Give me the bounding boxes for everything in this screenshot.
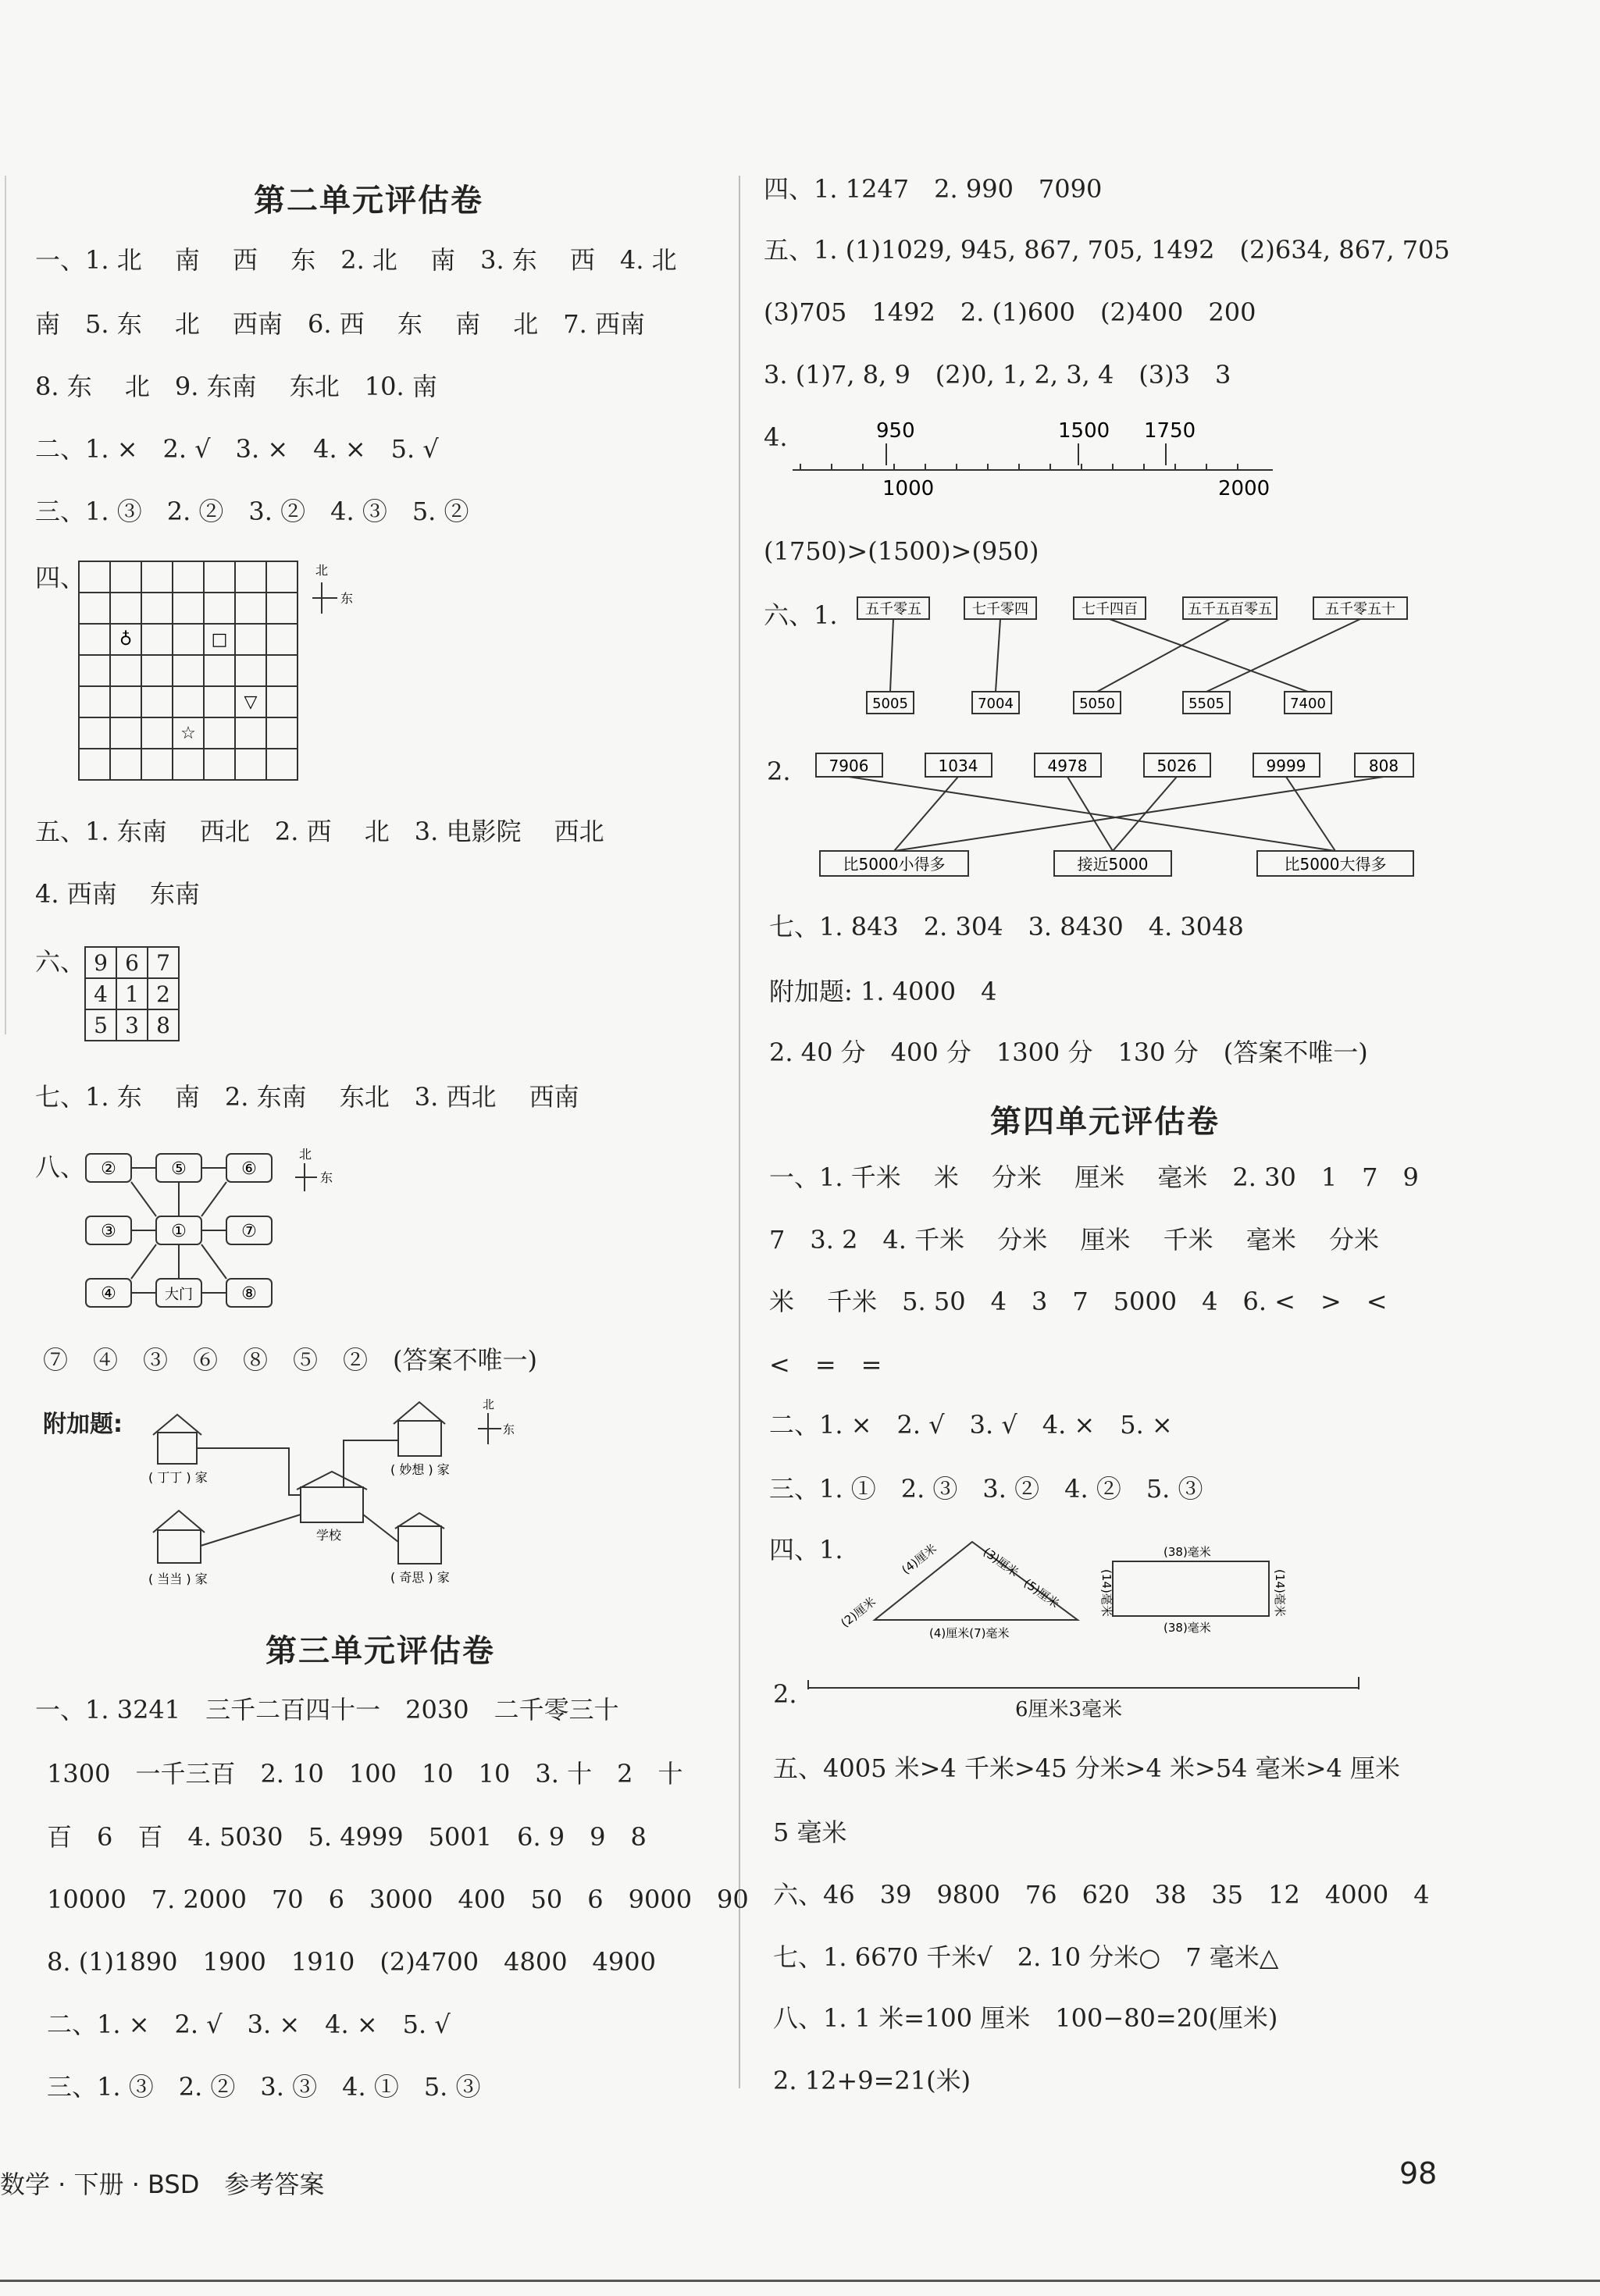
bonus-school: 学校 — [316, 1528, 342, 1543]
rect-label-left: (14)毫米 — [1099, 1569, 1114, 1617]
unit3-line4: 10000 7. 2000 70 6 3000 400 50 6 9000 90 — [47, 1885, 749, 1914]
r-bonus-1: 附加题: 1. 4000 4 — [769, 977, 997, 1006]
unit2-q7: 七、1. 东 南 2. 东南 东北 3. 西北 西南 — [35, 1082, 579, 1112]
unit3-line7: 三、1. ③ 2. ② 3. ③ 4. ① 5. ③ — [47, 2072, 481, 2102]
r-q6-2-matching — [796, 746, 1421, 886]
compass-east: 东 — [340, 591, 354, 606]
tri-label-5: (4)厘米(7)毫米 — [929, 1626, 1010, 1640]
tri-label-4: (2)厘米 — [838, 1594, 878, 1631]
q6-1-bottom-4: 5505 — [1188, 696, 1224, 712]
q8-box-2: ⑤ — [171, 1159, 187, 1179]
q8-compass-north: 北 — [299, 1148, 312, 1162]
tri-label-2: (3)厘米 — [980, 1544, 1021, 1580]
unit4-q4-2-label: 2. — [773, 1679, 797, 1709]
tri-label-1: (4)厘米 — [899, 1541, 939, 1578]
magic-cell: 2 — [148, 978, 179, 1009]
unit4-q4-2-caption: 6厘米3毫米 — [1015, 1698, 1123, 1721]
q6-2-bottom-2: 接近5000 — [1077, 855, 1149, 874]
unit2-bonus-map — [141, 1397, 578, 1593]
rect-label-top: (38)毫米 — [1163, 1545, 1211, 1559]
unit4-line2: 7 3. 2 4. 千米 分米 厘米 千米 毫米 分米 — [769, 1225, 1379, 1255]
bonus-home-dangdang: ( 当当 ) 家 — [148, 1572, 208, 1586]
q6-1-bottom-1: 5005 — [872, 696, 908, 712]
q6-2-top-4: 5026 — [1156, 756, 1197, 775]
magic-cell: 8 — [148, 1009, 179, 1041]
magic-cell: 9 — [85, 947, 116, 978]
unit4-line5: 二、1. × 2. √ 3. √ 4. × 5. × — [769, 1410, 1173, 1440]
q6-2-top-2: 1034 — [938, 756, 978, 775]
unit2-q1-line3: 8. 东 北 9. 东南 东北 10. 南 — [35, 372, 437, 401]
numline-bottom-2: 2000 — [1218, 477, 1270, 500]
unit4-line8: 5 毫米 — [773, 1817, 847, 1847]
unit2-q5-line1: 五、1. 东南 西北 2. 西 北 3. 电影院 西北 — [35, 817, 604, 846]
magic-cell: 6 — [116, 947, 148, 978]
q8-box-9: ⑧ — [241, 1284, 257, 1304]
r-q7: 七、1. 843 2. 304 3. 8430 4. 3048 — [769, 912, 1244, 942]
unit2-q5-line2: 4. 西南 东南 — [35, 879, 200, 909]
r-line4: 3. (1)7, 8, 9 (2)0, 1, 2, 3, 4 (3)3 3 — [764, 360, 1231, 390]
grid-symbol-3: ▽ — [244, 692, 258, 712]
q8-box-gate: 大门 — [165, 1287, 193, 1303]
q6-2-bottom-1: 比5000小得多 — [843, 855, 946, 874]
bonus-home-miaoxiang: ( 妙想 ) 家 — [390, 1462, 450, 1477]
bonus-home-qisi: ( 奇思 ) 家 — [390, 1570, 450, 1585]
grid-symbol-2: □ — [211, 630, 228, 650]
q6-2-top-5: 9999 — [1266, 756, 1306, 775]
q6-2-top-6: 808 — [1368, 756, 1399, 775]
unit3-line6: 二、1. × 2. √ 3. × 4. × 5. √ — [47, 2009, 451, 2039]
unit4-line11: 八、1. 1 米=100 厘米 100−80=20(厘米) — [773, 2003, 1278, 2033]
unit4-line12: 2. 12+9=21(米) — [773, 2066, 971, 2095]
q8-box-4: ③ — [101, 1222, 116, 1241]
q6-1-top-3: 七千四百 — [1082, 601, 1138, 618]
q6-1-top-2: 七千零四 — [972, 601, 1028, 618]
grid-symbol-4: ☆ — [180, 724, 196, 743]
unit4-line4: < = = — [769, 1350, 882, 1379]
left-margin-line — [5, 176, 6, 1034]
unit3-line2: 1300 一千三百 2. 10 100 10 10 3. 十 2 十 — [47, 1759, 683, 1789]
numline-top-3: 1750 — [1144, 419, 1196, 443]
q6-2-top-1: 7906 — [829, 756, 869, 775]
q6-2-top-3: 4978 — [1047, 756, 1088, 775]
q8-box-1: ② — [101, 1159, 116, 1179]
page-number: 98 — [1399, 2156, 1438, 2191]
magic-cell: 5 — [85, 1009, 116, 1041]
grid-symbol-1: ♁ — [119, 630, 133, 650]
unit2-q4-label: 四、 — [35, 563, 86, 593]
unit2-q8-label: 八、 — [35, 1152, 86, 1182]
unit4-line9: 六、46 39 9800 76 620 38 35 12 4000 4 — [773, 1880, 1430, 1910]
q6-1-bottom-3: 5050 — [1079, 696, 1115, 712]
unit4-line6: 三、1. ① 2. ③ 3. ② 4. ② 5. ③ — [769, 1474, 1203, 1504]
q6-2-bottom-3: 比5000大得多 — [1284, 855, 1387, 874]
r-q6-1-matching — [836, 593, 1429, 730]
q6-1-top-5: 五千零五十 — [1325, 601, 1395, 618]
r-q6-1-label: 六、1. — [764, 600, 838, 630]
magic-cell: 4 — [85, 978, 116, 1009]
unit2-q4-grid — [78, 561, 367, 787]
q8-compass-east: 东 — [320, 1170, 333, 1185]
bonus-compass-east: 东 — [503, 1422, 515, 1436]
bottom-rule — [0, 2280, 1600, 2282]
q8-box-7: ④ — [101, 1284, 116, 1304]
q6-1-top-1: 五千零五 — [865, 601, 921, 618]
magic-cell: 7 — [148, 947, 179, 978]
number-line — [789, 414, 1288, 500]
q8-box-3: ⑥ — [241, 1159, 257, 1179]
compass-north: 北 — [315, 563, 329, 578]
unit3-line1: 一、1. 3241 三千二百四十一 2030 二千零三十 — [35, 1695, 619, 1725]
q8-box-6: ⑦ — [241, 1222, 257, 1241]
unit2-q6-label: 六、 — [35, 947, 86, 977]
unit4-line1: 一、1. 千米 米 分米 厘米 毫米 2. 30 1 7 9 — [769, 1162, 1419, 1192]
rect-label-bottom: (38)毫米 — [1163, 1621, 1211, 1635]
numline-answer: (1750)>(1500)>(950) — [764, 536, 1039, 566]
unit4-triangle-rect — [828, 1526, 1312, 1651]
magic-square — [84, 946, 180, 1041]
numline-label: 4. — [764, 422, 788, 452]
unit3-title: 第三单元评估卷 — [265, 1633, 495, 1669]
unit2-q8-answer: ⑦ ④ ③ ⑥ ⑧ ⑤ ② (答案不唯一) — [43, 1345, 537, 1375]
q6-1-bottom-5: 7400 — [1290, 696, 1326, 712]
unit4-line10: 七、1. 6670 千米√ 2. 10 分米○ 7 毫米△ — [773, 1942, 1279, 1972]
unit2-q1-line2: 南 5. 东 北 西南 6. 西 东 南 北 7. 西南 — [35, 309, 645, 339]
magic-cell: 1 — [116, 978, 148, 1009]
q6-1-bottom-2: 7004 — [978, 696, 1014, 712]
unit4-line7: 五、4005 米>4 千米>45 分米>4 米>54 毫米>4 厘米 — [773, 1753, 1401, 1783]
bonus-compass-north: 北 — [483, 1397, 495, 1411]
unit2-q8-map — [78, 1148, 375, 1312]
unit4-q4-label: 四、1. — [769, 1535, 843, 1564]
unit3-line5: 8. (1)1890 1900 1910 (2)4700 4800 4900 — [47, 1947, 656, 1977]
r-line2: 五、1. (1)1029, 945, 867, 705, 1492 (2)634, 867, 705 — [764, 235, 1450, 265]
unit4-line3: 米 千米 5. 50 4 3 7 5000 4 6. < > < — [769, 1287, 1388, 1316]
unit2-title: 第二单元评估卷 — [254, 183, 483, 219]
unit2-bonus-label: 附加题: — [43, 1411, 123, 1438]
magic-cell: 3 — [116, 1009, 148, 1041]
numline-top-1: 950 — [876, 419, 915, 443]
numline-bottom-1: 1000 — [882, 477, 935, 500]
column-divider — [739, 176, 740, 2088]
bonus-home-dingding: ( 丁丁 ) 家 — [148, 1470, 208, 1485]
numline-top-2: 1500 — [1058, 419, 1110, 443]
tri-label-3: (5)厘米 — [1021, 1575, 1062, 1611]
q8-box-5: ① — [171, 1222, 187, 1241]
unit2-q2: 二、1. × 2. √ 3. × 4. × 5. √ — [35, 434, 439, 464]
unit2-q3: 三、1. ③ 2. ② 3. ② 4. ③ 5. ② — [35, 497, 469, 526]
r-bonus-2: 2. 40 分 400 分 1300 分 130 分 (答案不唯一) — [769, 1038, 1368, 1067]
q6-1-top-4: 五千五百零五 — [1188, 601, 1272, 618]
r-q6-2-label: 2. — [767, 756, 791, 786]
unit3-line3: 百 6 百 4. 5030 5. 4999 5001 6. 9 9 8 — [47, 1822, 647, 1852]
unit4-title: 第四单元评估卷 — [990, 1104, 1220, 1140]
unit2-q1-line1: 一、1. 北 南 西 东 2. 北 南 3. 东 西 4. 北 — [35, 245, 677, 275]
compass-icon — [312, 563, 353, 614]
r-line1: 四、1. 1247 2. 990 7090 — [764, 174, 1103, 204]
footer-label: 数学 · 下册 · BSD 参考答案 — [0, 2170, 325, 2199]
rect-label-right: (14)毫米 — [1273, 1569, 1287, 1617]
r-line3: (3)705 1492 2. (1)600 (2)400 200 — [764, 297, 1256, 327]
